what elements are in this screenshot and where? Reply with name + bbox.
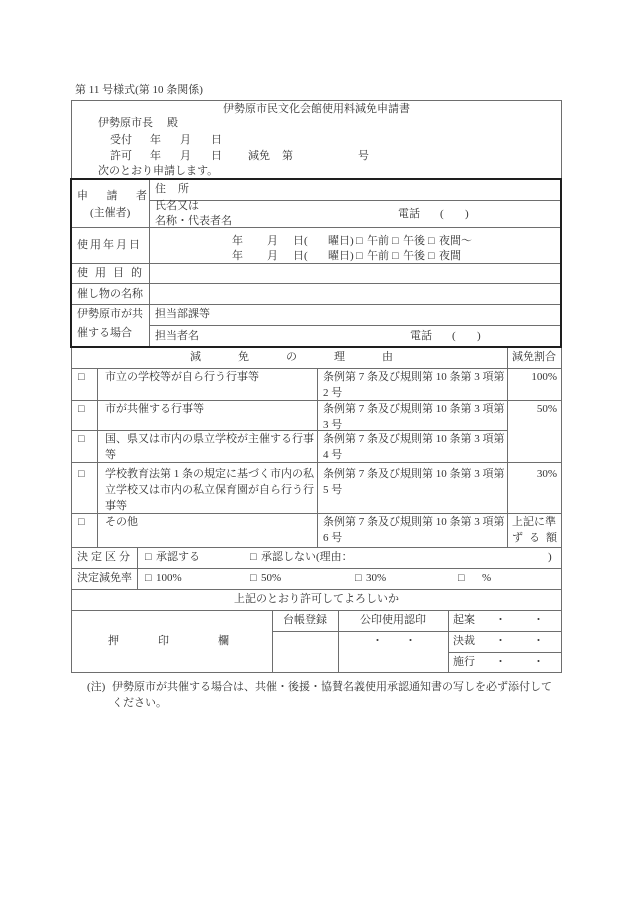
exemption-number-suffix: 号: [358, 150, 369, 162]
note-line-1: 伊勢原市が共催する場合は、共催・後援・協賛名義使用承認通知書の写しを必ず添付して: [112, 681, 552, 693]
checkbox-approve[interactable]: □: [145, 551, 152, 563]
usage-date-end-month: 月: [267, 250, 278, 262]
seal-date-dot: ・: [372, 635, 383, 647]
legal-basis: 条例第 7 条及び規則第 10 条第 3 項第: [323, 433, 505, 445]
step-date-dot: ・: [533, 635, 544, 647]
divider: [150, 325, 560, 326]
reasons-header: 減免の理由: [190, 351, 430, 363]
usage-date-start-month: 月: [267, 235, 278, 247]
form-number: 第 11 号様式(第 10 条関係): [75, 84, 203, 96]
addressee-name: 伊勢原市長: [98, 117, 153, 129]
exemption-rate: 100%: [531, 371, 557, 383]
exemption-rate: ずる額: [512, 532, 563, 544]
co-host-phone-field[interactable]: [458, 329, 476, 343]
legal-basis: 条例第 7 条及び規則第 10 条第 3 項第: [323, 516, 505, 528]
contact-name-label: 担当者名: [155, 330, 199, 342]
approval-question: 上記のとおり許可してよろしいか: [234, 593, 399, 605]
usage-purpose-label: 使用目的: [77, 267, 149, 279]
legal-basis: 6 号: [323, 532, 343, 544]
stamp-label-char: 押: [108, 635, 119, 647]
applicant-phone-close: ): [465, 208, 469, 220]
exemption-rate: 上記に準: [512, 516, 556, 528]
department-label: 担当部課等: [155, 308, 210, 320]
step-label-approval: 決裁: [453, 635, 475, 647]
applicant-phone-label: 電話: [398, 208, 420, 220]
rate-header: 減免割合: [512, 351, 556, 363]
rate-30-label: 30%: [366, 572, 387, 584]
reason-text: 等: [105, 449, 116, 461]
step-label-enforcement: 施行: [453, 656, 475, 668]
applicant-phone-open: (: [440, 208, 444, 220]
checkbox-start-night[interactable]: □: [428, 235, 435, 247]
checkbox-reject[interactable]: □: [250, 551, 257, 563]
seal-header: 公印使用認印: [360, 614, 426, 626]
divider: [150, 200, 560, 201]
co-host-label-line1: 伊勢原市が共: [77, 308, 143, 320]
checkbox-rate-30[interactable]: □: [355, 572, 362, 584]
co-host-phone-close: ): [477, 330, 481, 342]
permission-label: 許可: [110, 150, 132, 162]
divider: [71, 462, 562, 463]
rejection-reason-field[interactable]: [352, 549, 544, 567]
divider: [71, 568, 562, 569]
exemption-number-prefix: 第: [282, 150, 293, 162]
reason-text: 国、県又は市内の県立学校が主催する行事: [105, 433, 314, 445]
department-field[interactable]: [215, 305, 559, 324]
contact-name-field[interactable]: [205, 327, 405, 346]
co-host-phone-label: 電話: [410, 330, 432, 342]
legal-basis: 4 号: [323, 449, 343, 461]
stamp-label-char: 印: [158, 635, 169, 647]
checkbox-rate-custom[interactable]: □: [458, 572, 465, 584]
divider: [71, 513, 562, 514]
applicant-label: 申請者: [77, 190, 166, 202]
checkbox-end-morning[interactable]: □: [356, 250, 363, 262]
end-afternoon-label: 午後: [403, 250, 425, 262]
applicant-phone-field[interactable]: [446, 207, 464, 221]
checkbox-start-morning[interactable]: □: [356, 235, 363, 247]
name-label-line2: 名称・代表者名: [155, 215, 232, 227]
legal-basis: 条例第 7 条及び規則第 10 条第 3 項第: [323, 403, 505, 415]
usage-date-start-weekday: 曜日): [328, 235, 354, 247]
reject-reason-close: ): [548, 551, 552, 563]
divider: [71, 547, 562, 548]
permission-month: 月: [180, 150, 191, 162]
event-name-label: 催し物の名称: [77, 288, 143, 300]
decision-label: 決定区分: [77, 551, 133, 563]
checkbox-end-afternoon[interactable]: □: [392, 250, 399, 262]
official-seal-area[interactable]: [339, 632, 447, 672]
start-night-label: 夜間～: [439, 235, 472, 247]
checkbox-reason-3[interactable]: □: [78, 433, 85, 445]
step-date-dot: ・: [495, 656, 506, 668]
checkbox-reason-4[interactable]: □: [78, 468, 85, 480]
step-label-draft: 起案: [453, 614, 475, 626]
reception-day: 日: [211, 134, 222, 146]
reason-text: 学校教育法第 1 条の規定に基づく市内の私: [105, 468, 314, 480]
event-name-field[interactable]: [151, 285, 559, 303]
name-label-line1: 氏名又は: [155, 200, 199, 212]
ledger-stamp-area[interactable]: [273, 632, 337, 672]
reason-text: 立学校又は市内の私立保育園が自ら行う行: [105, 484, 314, 496]
checkbox-rate-50[interactable]: □: [250, 572, 257, 584]
step-date-dot: ・: [533, 656, 544, 668]
usage-date-start-day: 日(: [293, 235, 308, 247]
reception-label: 受付: [110, 134, 132, 146]
addressee-honorific: 殿: [167, 117, 178, 129]
legal-basis: 3 号: [323, 419, 343, 431]
usage-date-end-year: 年: [232, 250, 243, 262]
start-morning-label: 午前: [367, 235, 389, 247]
reason-text: 市が共催する行事等: [105, 403, 204, 415]
co-host-label-line2: 催する場合: [77, 327, 132, 339]
usage-date-start-year: 年: [232, 235, 243, 247]
divider: [71, 400, 562, 401]
applicant-name-field[interactable]: [240, 202, 390, 226]
note-line-2: ください。: [112, 697, 167, 709]
address-field[interactable]: [200, 181, 558, 199]
exemption-label: 減免: [248, 150, 270, 162]
rate-100-label: 100%: [156, 572, 182, 584]
applicant-sublabel: (主催者): [90, 207, 131, 219]
intro-text: 次のとおり申請します。: [98, 165, 219, 177]
reception-month: 月: [180, 134, 191, 146]
note-marker: (注): [87, 681, 106, 693]
checkbox-reason-1[interactable]: □: [78, 371, 85, 383]
seal-stamp-area[interactable]: [72, 611, 271, 672]
divider: [97, 368, 98, 547]
rate-custom-label: %: [482, 572, 492, 584]
seal-date-dot: ・: [405, 635, 416, 647]
end-morning-label: 午前: [367, 250, 389, 262]
legal-basis: 条例第 7 条及び規則第 10 条第 3 項第: [323, 468, 505, 480]
legal-basis: 2 号: [323, 387, 343, 399]
form-title: 伊勢原市民文化会館使用料減免申請書: [223, 103, 410, 115]
usage-date-end-weekday: 曜日): [328, 250, 354, 262]
exemption-rate: 30%: [536, 468, 557, 480]
divider: [448, 610, 449, 672]
exemption-rate: 50%: [536, 403, 557, 415]
end-night-label: 夜間: [439, 250, 461, 262]
divider: [317, 368, 318, 547]
usage-date-label: 使用年月日: [77, 239, 142, 251]
reject-label: 承認しない(理由：: [261, 551, 353, 563]
step-date-dot: ・: [533, 614, 544, 626]
reason-text: その他: [105, 516, 138, 528]
divider: [71, 589, 562, 590]
ledger-header: 台帳登録: [283, 614, 327, 626]
usage-date-end-day: 日(: [293, 250, 308, 262]
step-date-dot: ・: [495, 635, 506, 647]
checkbox-reason-5[interactable]: □: [78, 516, 85, 528]
divider: [72, 283, 560, 284]
divider: [448, 652, 562, 653]
approve-label: 承認する: [156, 551, 200, 563]
checkbox-rate-100[interactable]: □: [145, 572, 152, 584]
address-label: 住所: [155, 183, 201, 195]
divider: [71, 430, 507, 431]
step-date-dot: ・: [495, 614, 506, 626]
legal-basis: 5 号: [323, 484, 343, 496]
rate-50-label: 50%: [261, 572, 282, 584]
stamp-label-char: 欄: [218, 635, 229, 647]
reception-year: 年: [150, 134, 161, 146]
permission-year: 年: [150, 150, 161, 162]
reason-text: 市立の学校等が自ら行う行事等: [105, 371, 259, 383]
co-host-phone-open: (: [452, 330, 456, 342]
checkbox-end-night[interactable]: □: [428, 250, 435, 262]
reason-text: 事等: [105, 500, 127, 512]
legal-basis: 条例第 7 条及び規則第 10 条第 3 項第: [323, 371, 505, 383]
checkbox-start-afternoon[interactable]: □: [392, 235, 399, 247]
start-afternoon-label: 午後: [403, 235, 425, 247]
custom-rate-field[interactable]: [469, 571, 481, 585]
decided-rate-label: 決定減免率: [77, 572, 132, 584]
usage-purpose-field[interactable]: [151, 264, 559, 282]
checkbox-reason-2[interactable]: □: [78, 403, 85, 415]
permission-day: 日: [211, 150, 222, 162]
divider: [72, 227, 560, 228]
